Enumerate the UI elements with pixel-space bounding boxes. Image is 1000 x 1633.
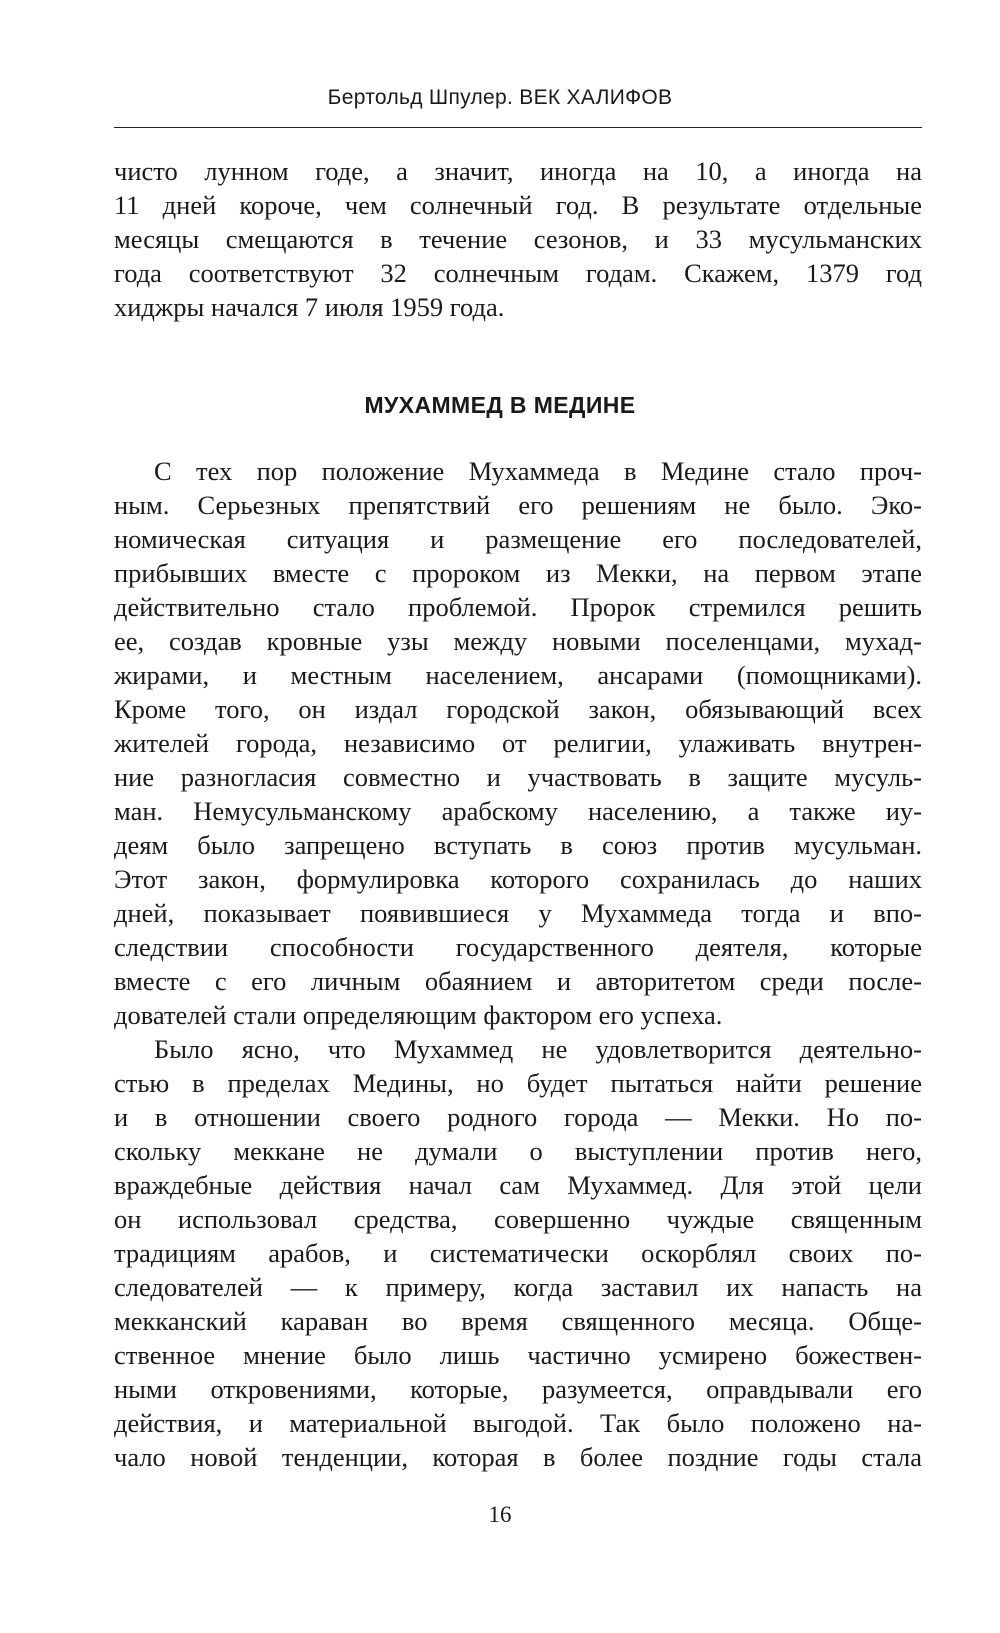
- text-line: года соответствуют 32 солнечным годам. Скажем, 1379 год: [114, 258, 922, 288]
- text-line: дней, показывает появившиеся у Мухаммеда тогда и впо-: [114, 898, 922, 928]
- text-line: мекканский караван во время священного месяца. Обще-: [114, 1306, 922, 1336]
- text-line: враждебные действия начал сам Мухаммед. Для этой цели: [114, 1170, 922, 1200]
- text-line: жирами, и местным населением, ансарами (помощниками).: [114, 660, 922, 690]
- text-line: Кроме того, он издал городской закон, обязывающий всех: [114, 694, 922, 724]
- text-line: и в отношении своего родного города — Мекки. Но по-: [114, 1102, 922, 1132]
- header-rule: [114, 127, 922, 128]
- text-line: стью в пределах Медины, но будет пытаться найти решение: [114, 1068, 922, 1098]
- text-line: следствии способности государственного деятеля, которые: [114, 932, 922, 962]
- text-line: С тех пор положение Мухаммеда в Медине стало проч-: [154, 456, 922, 486]
- text-line: ее, создав кровные узы между новыми поселенцами, мухад-: [114, 626, 922, 656]
- text-line: Этот закон, формулировка которого сохранилась до наших: [114, 864, 922, 894]
- text-line: чисто лунном годе, а значит, иногда на 10, а иногда на: [114, 156, 922, 186]
- body-text: [114, 454, 922, 1474]
- text-line: ными откровениями, которые, разумеется, оправдывали его: [114, 1374, 922, 1404]
- text-line: 11 дней короче, чем солнечный год. В результате отдельные: [114, 190, 922, 220]
- text-line: традициям арабов, и систематически оскорблял своих по-: [114, 1238, 922, 1268]
- text-line: прибывших вместе с пророком из Мекки, на первом этапе: [114, 558, 922, 588]
- text-line: хиджры начался 7 июля 1959 года.: [114, 292, 505, 322]
- paragraph-2: [114, 1032, 922, 1474]
- text-line: номическая ситуация и размещение его последователей,: [114, 524, 922, 554]
- text-line: действия, и материальной выгодой. Так было положено на-: [114, 1408, 922, 1438]
- running-header: Бертольд Шпулер. ВЕК ХАЛИФОВ: [327, 86, 673, 109]
- text-line: ман. Немусульманскому арабскому населению, а также иу-: [114, 796, 922, 826]
- intro-paragraph: [114, 154, 922, 324]
- text-line: жителей города, независимо от религии, улаживать внутрен-: [114, 728, 922, 758]
- paragraph-1: [114, 454, 922, 1032]
- text-line: действительно стало проблемой. Пророк стремился решить: [114, 592, 922, 622]
- text-line: ние разногласия совместно и участвовать в защите мусуль-: [114, 762, 922, 792]
- text-line: ственное мнение было лишь частично усмирено божествен-: [114, 1340, 922, 1370]
- text-line: чало новой тенденции, которая в более поздние годы стала: [114, 1442, 922, 1472]
- text-line: вместе с его личным обаянием и авторитетом среди после-: [114, 966, 922, 996]
- text-line: дователей стали определяющим фактором его успеха.: [114, 1000, 723, 1030]
- text-line: ным. Серьезных препятствий его решениям не было. Эко-: [114, 490, 922, 520]
- text-line: месяцы смещаются в течение сезонов, и 33 мусульманских: [114, 224, 922, 254]
- text-line: он использовал средства, совершенно чуждые священным: [114, 1204, 922, 1234]
- section-heading: МУХАММЕД В МЕДИНЕ: [364, 392, 636, 418]
- text-line: деям было запрещено вступать в союз против мусульман.: [114, 830, 922, 860]
- page-number: 16: [488, 1502, 512, 1527]
- text-line: следователей — к примеру, когда заставил их напасть на: [114, 1272, 922, 1302]
- text-line: скольку меккане не думали о выступлении против него,: [114, 1136, 922, 1166]
- text-line: Было ясно, что Мухаммед не удовлетворится деятельно-: [154, 1034, 922, 1064]
